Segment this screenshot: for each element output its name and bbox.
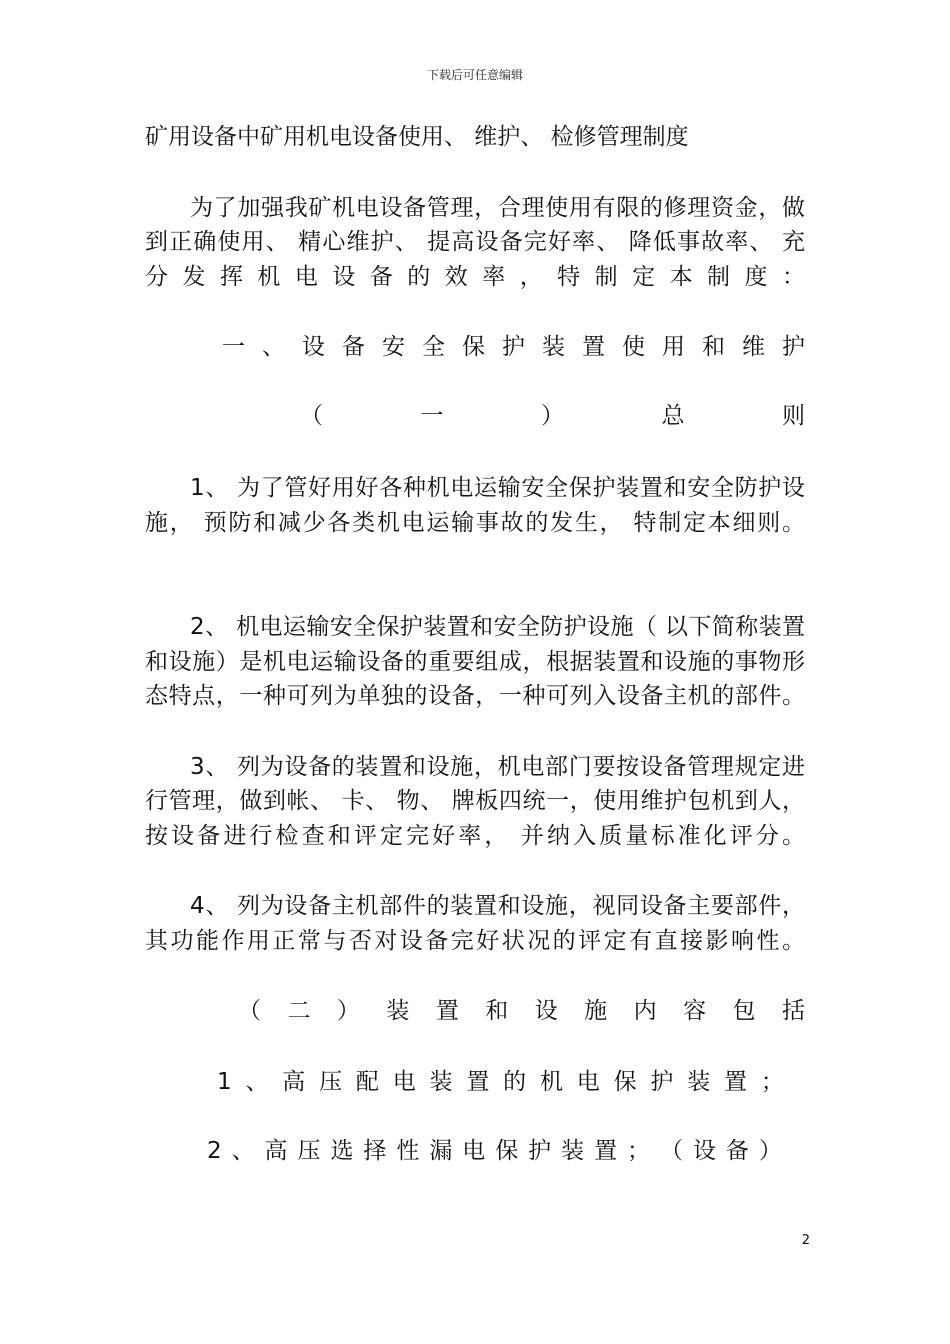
list-item-1-char: 配 [355, 1069, 379, 1095]
subsection-1-heading-char: 则 [782, 403, 805, 429]
section-1-heading-char: 保 [462, 334, 485, 360]
page-header: 下载后可任意编辑 [426, 68, 523, 82]
subsection-2-heading-char: 容 [683, 998, 707, 1024]
list-item-1 [217, 1067, 784, 1097]
list-item-2-char: 设 [692, 1138, 716, 1164]
section-1-heading-char: 护 [502, 334, 525, 360]
subsection-2-heading-char: 括 [781, 998, 805, 1024]
intro-line-3: 分发挥机电设备的效率，特制定本制度： [145, 264, 805, 290]
list-item-1-char: 的 [503, 1069, 527, 1095]
subsection-1-heading-char: （ [300, 403, 323, 429]
list-item-2-char: 选 [330, 1138, 354, 1164]
item-4-line-2: 其功能作用正常与否对设备完好状况的评定有直接影响性。 [145, 928, 805, 954]
section-1-heading-char: 一 [222, 334, 245, 360]
list-item-2-char: ） [758, 1138, 782, 1164]
section-1-heading [222, 332, 805, 362]
subsection-2-heading-char: 二 [287, 998, 311, 1024]
list-item-1-char: 护 [650, 1069, 674, 1095]
list-item-1-char: 保 [613, 1069, 637, 1095]
subsection-2-heading-char: 包 [732, 998, 756, 1024]
list-item-1-char: 、 [245, 1069, 269, 1095]
subsection-2-heading-char: 装 [386, 998, 410, 1024]
list-item-2-char: 择 [363, 1138, 387, 1164]
subsection-1-heading-char: 总 [661, 403, 685, 429]
item-3-line-2: 行管理，做到帐、 卡、 物、 牌板四统一，使用维护包机到人， [145, 788, 805, 814]
subsection-1-heading-char: 一 [420, 403, 444, 429]
item-4-line-1: 4、 列为设备主机部件的装置和设施，视同设备主要部件， [190, 893, 805, 919]
subsection-2-heading-char: 置 [435, 998, 459, 1024]
list-item-1-char: 置 [724, 1069, 748, 1095]
list-item-2-char: 、 [231, 1138, 255, 1164]
section-1-heading-char: 设 [302, 334, 325, 360]
item-1-line-1: 1、 为了管好用好各种机电运输安全保护装置和安全防护设 [190, 475, 805, 501]
item-2-line-1: 2、 机电运输安全保护装置和安全防护设施（ 以下简称装置 [190, 614, 805, 640]
list-item-1-char: 装 [429, 1069, 453, 1095]
subsection-1-heading-char: ） [541, 403, 564, 429]
section-1-heading-char: 使 [622, 334, 645, 360]
list-item-2-char: 高 [264, 1138, 288, 1164]
item-3-line-1: 3、 列为设备的装置和设施，机电部门要按设备管理规定进 [190, 754, 805, 780]
subsection-2-heading-char: 设 [534, 998, 558, 1024]
subsection-2-heading-char: 施 [584, 998, 608, 1024]
list-item-1-char: 压 [319, 1069, 343, 1095]
subsection-1-heading [300, 401, 805, 431]
section-1-heading-char: 、 [262, 334, 285, 360]
intro-line-2: 到正确使用、 精心维护、 提高设备完好率、 降低事故率、 充 [145, 229, 805, 255]
section-1-heading-char: 全 [422, 334, 445, 360]
intro-line-1: 为了加强我矿机电设备管理，合理使用有限的修理资金，做 [190, 195, 805, 221]
section-1-heading-char: 维 [742, 334, 765, 360]
page-number: 2 [801, 1233, 810, 1248]
section-1-heading-char: 置 [582, 334, 605, 360]
list-item-2 [207, 1136, 782, 1166]
list-item-2-char: 备 [725, 1138, 749, 1164]
list-item-2-char: 保 [495, 1138, 519, 1164]
section-1-heading-char: 和 [702, 334, 725, 360]
subsection-2-heading-char: （ [238, 998, 261, 1024]
list-item-2-char: 压 [297, 1138, 321, 1164]
item-3-line-3: 按设备进行检查和评定完好率， 并纳入质量标准化评分。 [145, 823, 805, 849]
list-item-2-char: 装 [561, 1138, 585, 1164]
list-item-2-char: 漏 [429, 1138, 453, 1164]
subsection-2-heading-char: 和 [485, 998, 509, 1024]
list-item-2-char: 性 [396, 1138, 420, 1164]
list-item-2-char: 电 [462, 1138, 486, 1164]
document-title: 矿用设备中矿用机电设备使用、 维护、 检修管理制度 [145, 124, 689, 150]
section-1-heading-char: 用 [662, 334, 685, 360]
item-2-line-2: 和设施）是机电运输设备的重要组成，根据装置和设施的事物形 [145, 649, 805, 675]
list-item-2-char: ； [627, 1138, 651, 1164]
list-item-2-char: 护 [528, 1138, 552, 1164]
list-item-1-char: 置 [466, 1069, 490, 1095]
list-item-2-char: 2 [207, 1138, 222, 1164]
section-1-heading-char: 备 [342, 334, 365, 360]
list-item-1-char: 1 [217, 1069, 232, 1095]
subsection-2-heading-char: ） [336, 998, 360, 1024]
list-item-1-char: 装 [687, 1069, 711, 1095]
section-1-heading-char: 护 [782, 334, 805, 360]
list-item-1-char: 机 [539, 1069, 563, 1095]
section-1-heading-char: 安 [382, 334, 405, 360]
list-item-1-char: ； [760, 1069, 784, 1095]
list-item-1-char: 电 [392, 1069, 416, 1095]
subsection-2-heading-char: 内 [633, 998, 657, 1024]
item-1-line-2: 施， 预防和减少各类机电运输事故的发生， 特制定本细则。 [145, 510, 805, 536]
item-2-line-3: 态特点，一种可列为单独的设备，一种可列入设备主机的部件。 [145, 683, 805, 709]
section-1-heading-char: 装 [542, 334, 565, 360]
list-item-1-char: 电 [576, 1069, 600, 1095]
subsection-2-heading [238, 996, 805, 1026]
list-item-1-char: 高 [282, 1069, 306, 1095]
list-item-2-char: 置 [594, 1138, 618, 1164]
list-item-2-char: （ [659, 1138, 683, 1164]
